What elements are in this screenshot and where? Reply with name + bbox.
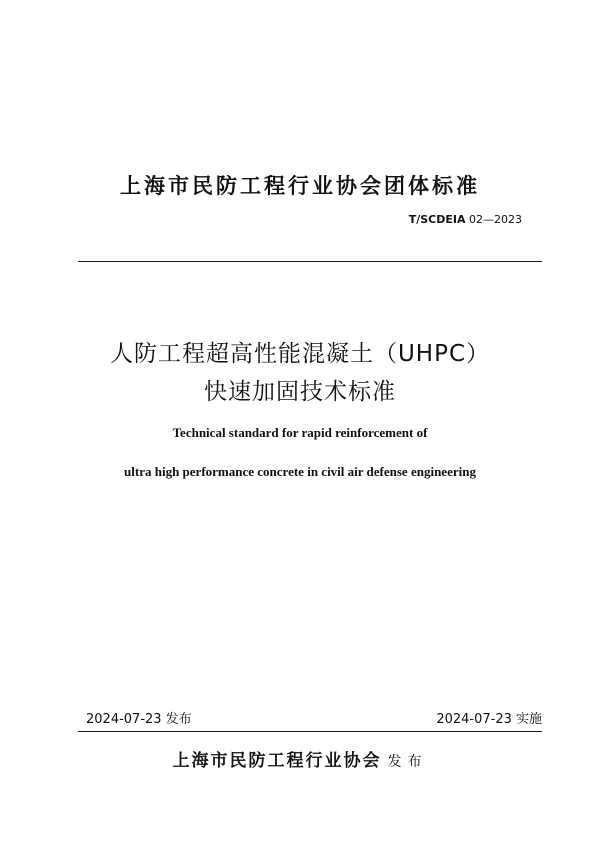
bottom-divider — [78, 731, 542, 732]
publisher-line — [0, 746, 600, 771]
organization-standard-heading: 上海市民防工程行业协会团体标准 — [120, 174, 480, 198]
publisher-name: 上海市民防工程行业协会 — [172, 751, 382, 771]
implementation-date: 2024-07-23 实施 — [436, 712, 542, 727]
chinese-title-line-1: 人防工程超高性能混凝土（UHPC） — [109, 341, 491, 367]
chinese-title-line-2: 快速加固技术标准 — [204, 379, 396, 405]
issue-date: 2024-07-23 发布 — [86, 712, 192, 727]
standard-code: 02—2023 — [465, 213, 522, 226]
top-divider — [78, 261, 542, 262]
standard-prefix: T/SCDEIA — [408, 213, 466, 226]
english-title-line-1: Technical standard for rapid reinforcement of — [172, 425, 428, 440]
publish-label: 发布 — [387, 754, 428, 770]
standard-number — [409, 213, 522, 226]
english-title-line-2: ultra high performance concrete in civil air defense engineering — [124, 464, 476, 479]
